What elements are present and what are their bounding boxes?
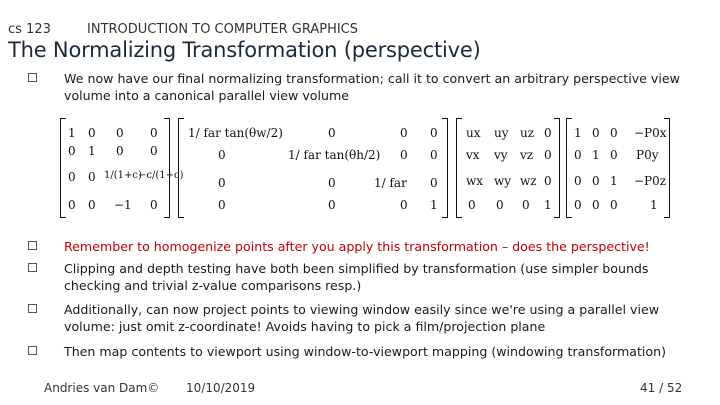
bullet-text: Clipping and depth testing have both been simplified by transformation (use simpler bounds checking and trivial z-value comparisons resp.) xyxy=(64,261,649,293)
matrix-cell: 0 xyxy=(574,148,582,162)
matrix-cell: 1 xyxy=(544,198,552,212)
course-subject: INTRODUCTION TO COMPUTER GRAPHICS xyxy=(87,22,359,37)
matrix-cell: wz xyxy=(520,174,537,188)
matrix-cell: 1/ far tan(θh/2) xyxy=(288,148,381,162)
bullet-box-icon xyxy=(28,263,37,272)
matrix-cell: 1/ far xyxy=(374,176,407,190)
matrix-cell: 1 xyxy=(650,198,658,212)
matrix-cell: 0 xyxy=(218,198,226,212)
bullet-1 xyxy=(48,70,708,104)
matrix-cell: 0 xyxy=(328,126,336,140)
matrix-cell: 0 xyxy=(68,144,76,158)
matrix-cell: 0 xyxy=(544,174,552,188)
bullet-text: Additionally, can now project points to viewing window easily since we're using a parallel view volume: just omit z-coordinate! Avoids having to pick a film/projection plane xyxy=(64,302,660,334)
matrix-cell: 1/(1+c) xyxy=(104,170,142,181)
matrix-cell: 0 xyxy=(610,148,618,162)
left-bracket xyxy=(60,118,66,218)
matrix-cell: −c/(1+c) xyxy=(138,170,184,181)
bullet-text: Remember to homogenize points after you apply this transformation – does the perspective! xyxy=(64,239,650,254)
matrix-cell: P0y xyxy=(636,148,659,162)
matrix-cell: wy xyxy=(494,174,512,188)
matrix-cell: 0 xyxy=(496,198,504,212)
bullet-text: Then map contents to viewport using window-to-viewport mapping (windowing transformation) xyxy=(64,344,666,359)
matrix-cell: 0 xyxy=(430,176,438,190)
bullet-3 xyxy=(48,260,708,294)
matrix-translate xyxy=(566,118,670,218)
matrix-cell: 0 xyxy=(68,198,76,212)
matrix-cell: 0 xyxy=(116,144,124,158)
matrix-cell: 1 xyxy=(430,198,438,212)
slide-header xyxy=(8,22,358,37)
bullet-2 xyxy=(48,238,708,255)
bullet-box-icon xyxy=(28,346,37,355)
matrix-cell: 0 xyxy=(150,198,158,212)
matrix-cell: 0 xyxy=(544,148,552,162)
matrix-cell: 0 xyxy=(68,170,76,184)
matrix-cell: −P0x xyxy=(634,126,667,140)
footer-page-number: 41 / 52 xyxy=(640,381,683,395)
matrix-cell: 0 xyxy=(218,148,226,162)
matrix-cell: 1 xyxy=(574,126,582,140)
matrix-cell: uy xyxy=(494,126,509,140)
slide-title: The Normalizing Transformation (perspective) xyxy=(8,38,481,62)
matrix-cell: 1/ far tan(θw/2) xyxy=(188,126,283,140)
matrix-cell: 0 xyxy=(218,176,226,190)
matrix-cell: 0 xyxy=(430,148,438,162)
matrix-cell: 0 xyxy=(400,148,408,162)
bullet-box-icon xyxy=(28,73,37,82)
matrix-cell: 0 xyxy=(522,198,530,212)
matrix-cell: −1 xyxy=(114,198,132,212)
matrix-cell: 0 xyxy=(88,126,96,140)
left-bracket xyxy=(456,118,462,218)
matrix-cell: ux xyxy=(466,126,481,140)
matrix-rotate xyxy=(456,118,560,218)
matrix-cell: 0 xyxy=(88,170,96,184)
bullet-5 xyxy=(48,343,708,360)
bullet-text: We now have our final normalizing transformation; call it to convert an arbitrary perspective view volume into a canonical parallel view volume xyxy=(64,71,680,103)
matrix-cell: 1 xyxy=(610,174,618,188)
matrix-cell: vx xyxy=(466,148,480,162)
matrix-cell: 1 xyxy=(88,144,96,158)
bullet-box-icon xyxy=(28,241,37,250)
matrix-cell: 0 xyxy=(328,198,336,212)
matrix-cell: 0 xyxy=(150,126,158,140)
matrix-cell: 0 xyxy=(610,126,618,140)
right-bracket xyxy=(164,118,170,218)
bullet-4 xyxy=(48,301,708,335)
matrix-cell: 0 xyxy=(592,174,600,188)
matrix-cell: 0 xyxy=(592,126,600,140)
matrix-cell: 0 xyxy=(150,144,158,158)
matrix-cell: 0 xyxy=(610,198,618,212)
matrix-cell: −P0z xyxy=(634,174,667,188)
matrix-cell: 0 xyxy=(592,198,600,212)
matrix-cell: 1 xyxy=(68,126,76,140)
matrix-cell: 0 xyxy=(88,198,96,212)
matrix-cell: 0 xyxy=(574,198,582,212)
matrix-cell: 0 xyxy=(400,126,408,140)
matrix-cell: 0 xyxy=(544,126,552,140)
matrix-cell: wx xyxy=(466,174,484,188)
footer-date: 10/10/2019 xyxy=(186,381,256,395)
matrix-scale xyxy=(178,118,448,218)
left-bracket xyxy=(178,118,184,218)
right-bracket xyxy=(442,118,448,218)
matrix-cell: 0 xyxy=(468,198,476,212)
matrix-cell: 0 xyxy=(328,176,336,190)
matrix-cell: 0 xyxy=(400,198,408,212)
matrix-unhinge xyxy=(60,118,184,218)
bullet-box-icon xyxy=(28,304,37,313)
footer-author: Andries van Dam© xyxy=(44,381,160,395)
normalizing-matrices xyxy=(60,118,680,218)
matrix-cell: 0 xyxy=(574,174,582,188)
matrix-cell: 1 xyxy=(592,148,600,162)
left-bracket xyxy=(566,118,572,218)
course-code: cs 123 xyxy=(8,22,51,37)
matrix-cell: vy xyxy=(494,148,508,162)
matrix-cell: vz xyxy=(520,148,534,162)
matrix-cell: 0 xyxy=(116,126,124,140)
matrix-cell: 0 xyxy=(430,126,438,140)
right-bracket xyxy=(554,118,560,218)
matrix-cell: uz xyxy=(520,126,535,140)
